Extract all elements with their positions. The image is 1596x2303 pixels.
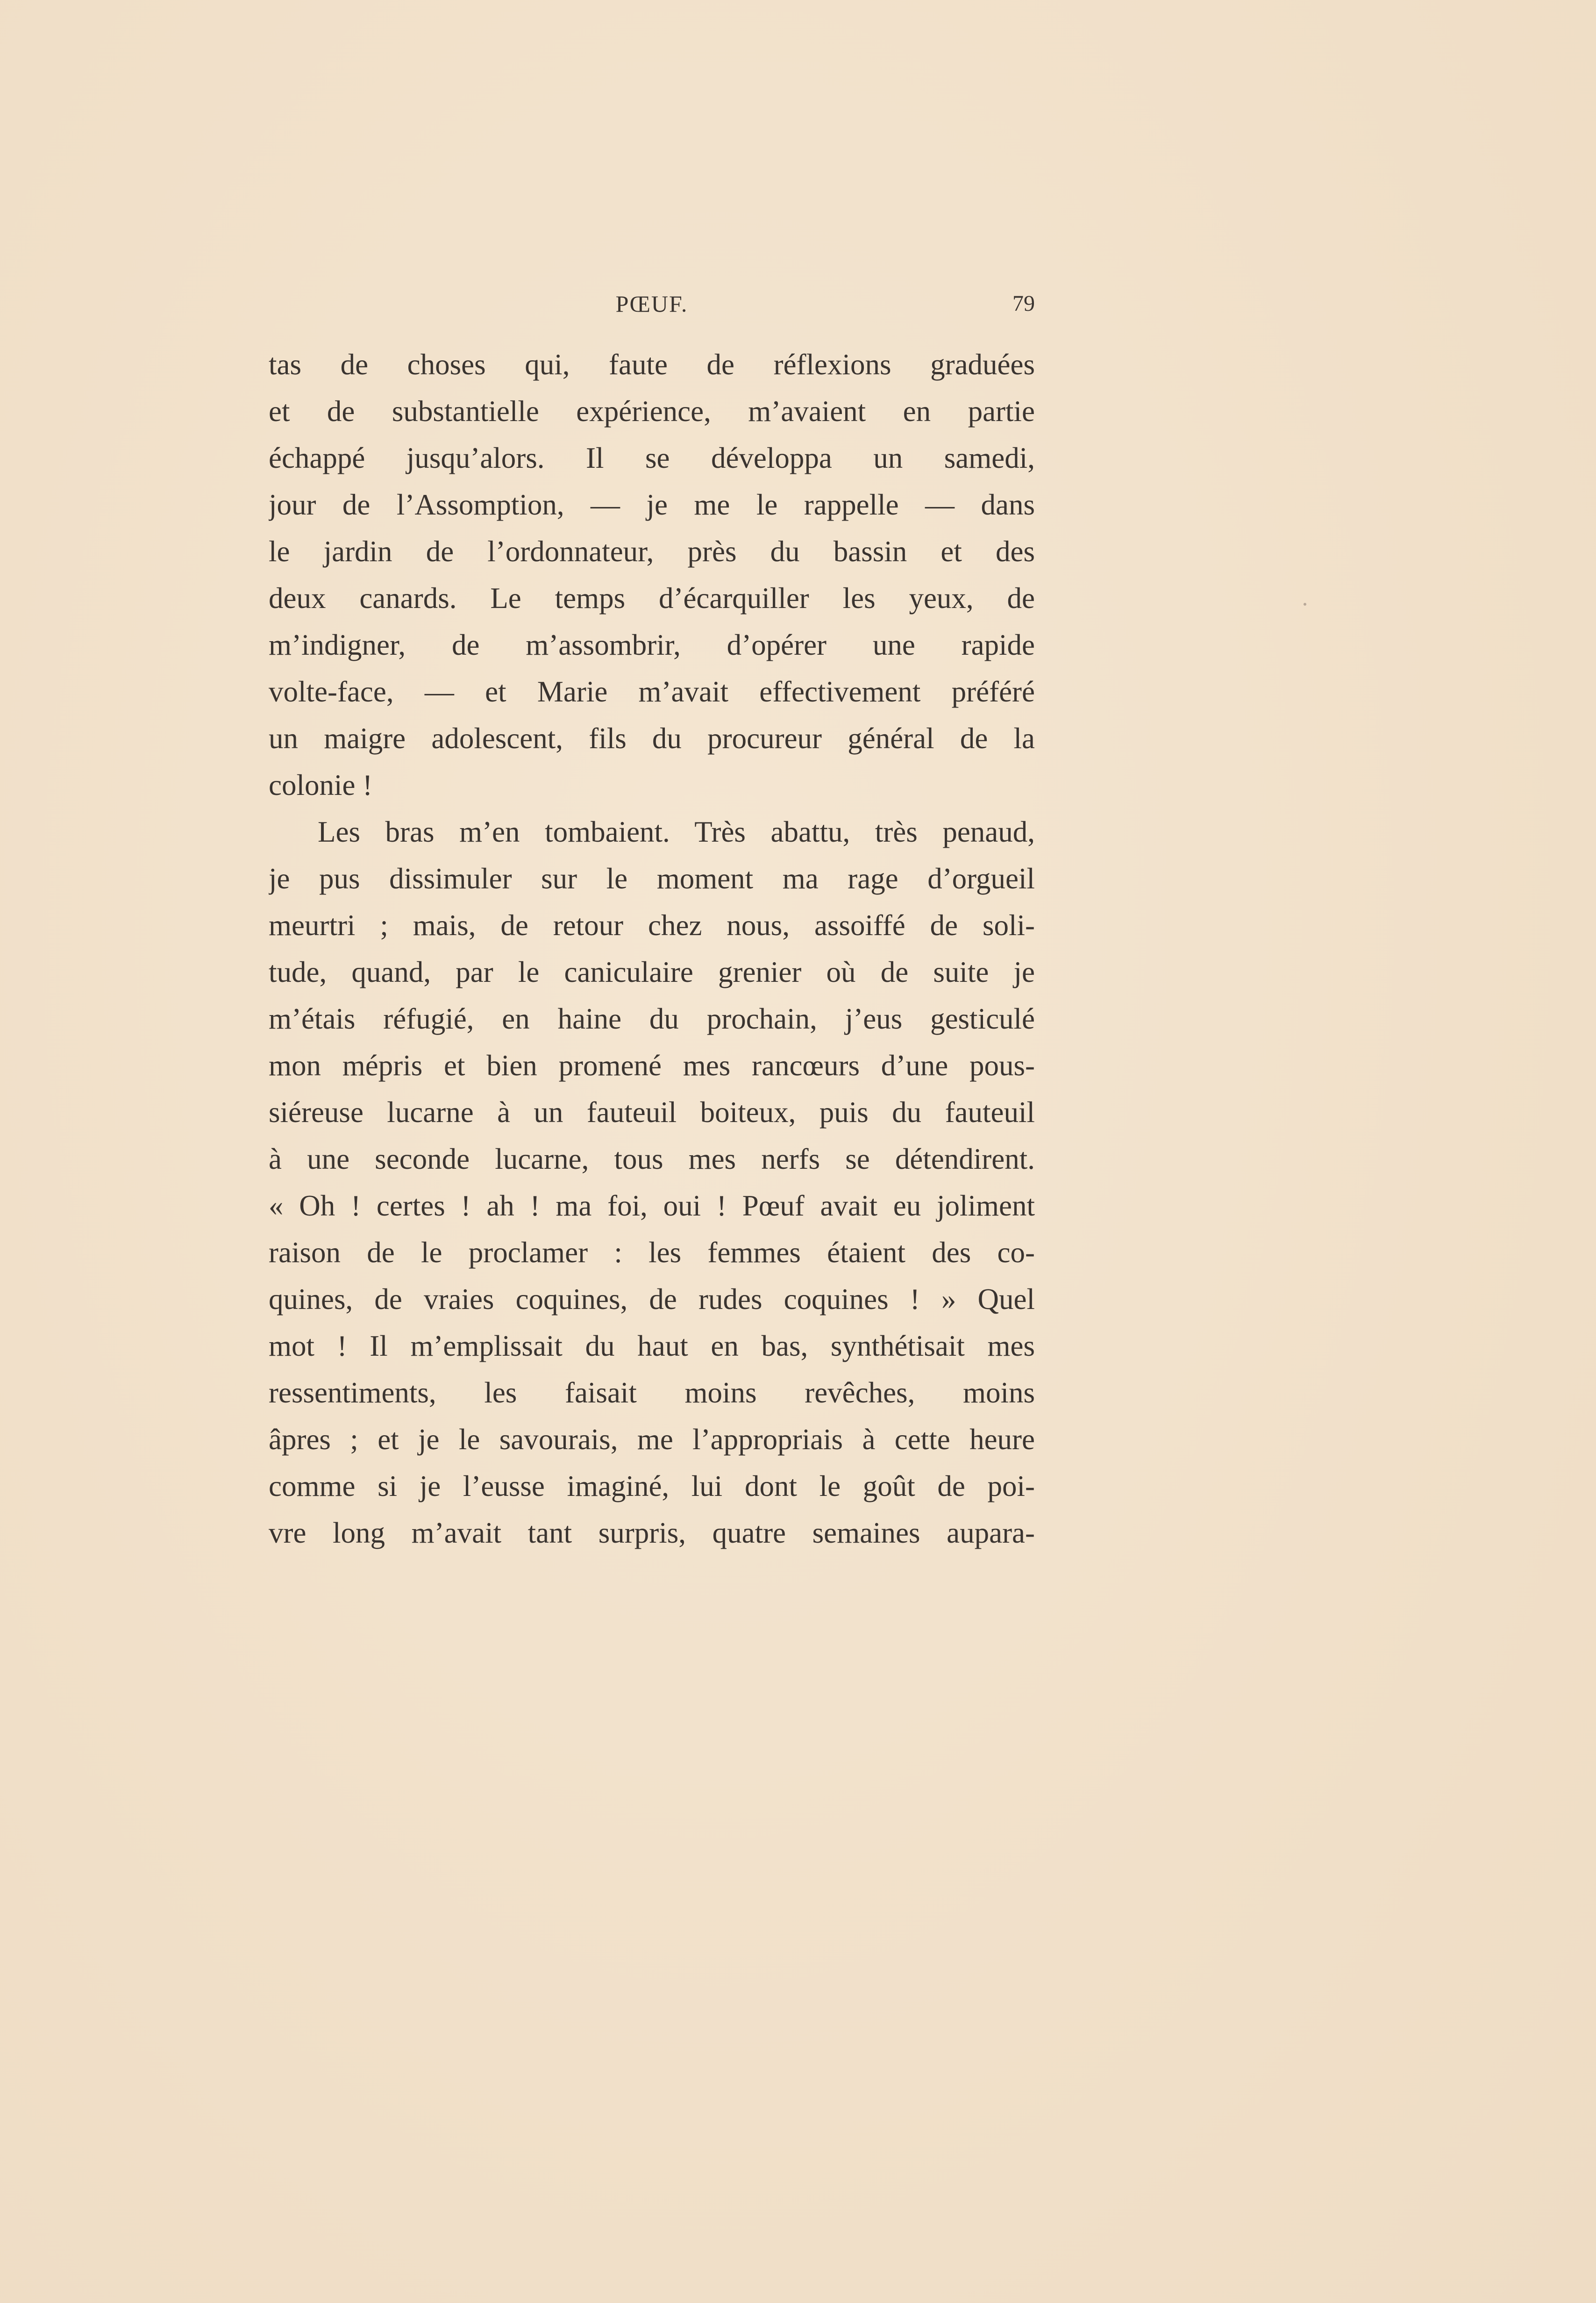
- text-line: siéreuse lucarne à un fauteuil boiteux, puis du fauteuil: [269, 1096, 1035, 1129]
- running-title: PŒUF.: [615, 291, 688, 317]
- running-head: [269, 285, 1035, 327]
- text-line: jour de l’Assomption, — je me le rappelle — dans: [269, 488, 1035, 521]
- text-line: ressentiments, les faisait moins revêches, moins: [269, 1376, 1035, 1409]
- text-line: raison de le proclamer : les femmes étaient des co-: [269, 1236, 1035, 1269]
- text-line: m’indigner, de m’assombrir, d’opérer une rapide: [269, 629, 1035, 661]
- text-line: quines, de vraies coquines, de rudes coquines ! » Quel: [269, 1283, 1035, 1316]
- text-line: vre long m’avait tant surpris, quatre semaines aupara-: [269, 1516, 1035, 1549]
- paper-speck: [1304, 603, 1306, 606]
- text-line: colonie !: [269, 769, 373, 801]
- text-line: m’étais réfugié, en haine du prochain, j’eus gesticulé: [269, 1002, 1035, 1035]
- text-line: comme si je l’eusse imaginé, lui dont le goût de poi-: [269, 1470, 1035, 1502]
- text-line: un maigre adolescent, fils du procureur général de la: [269, 722, 1035, 755]
- text-line: et de substantielle expérience, m’avaient en partie: [269, 395, 1035, 428]
- text-line: meurtri ; mais, de retour chez nous, assoiffé de soli-: [269, 909, 1035, 942]
- text-line: Les bras m’en tombaient. Très abattu, très penaud,: [318, 815, 1035, 848]
- text-line: mon mépris et bien promené mes rancœurs d’une pous-: [269, 1049, 1035, 1082]
- text-line: volte-face, — et Marie m’avait effectivement préféré: [269, 675, 1035, 708]
- page-number: 79: [1012, 291, 1035, 316]
- text-line: échappé jusqu’alors. Il se développa un samedi,: [269, 442, 1035, 474]
- text-line: « Oh ! certes ! ah ! ma foi, oui ! Pœuf avait eu joliment: [269, 1189, 1035, 1222]
- text-line: tude, quand, par le caniculaire grenier où de suite je: [269, 956, 1035, 988]
- body-text: [269, 341, 1035, 1556]
- text-line: le jardin de l’ordonnateur, près du bassin et des: [269, 535, 1035, 568]
- text-line: je pus dissimuler sur le moment ma rage d’orgueil: [269, 862, 1035, 895]
- text-line: deux canards. Le temps d’écarquiller les yeux, de: [269, 582, 1035, 615]
- text-line: mot ! Il m’emplissait du haut en bas, synthétisait mes: [269, 1330, 1035, 1362]
- text-line: tas de choses qui, faute de réflexions graduées: [269, 348, 1035, 381]
- text-line: à une seconde lucarne, tous mes nerfs se détendirent.: [269, 1143, 1035, 1175]
- text-line: âpres ; et je le savourais, me l’appropriais à cette heure: [269, 1423, 1035, 1456]
